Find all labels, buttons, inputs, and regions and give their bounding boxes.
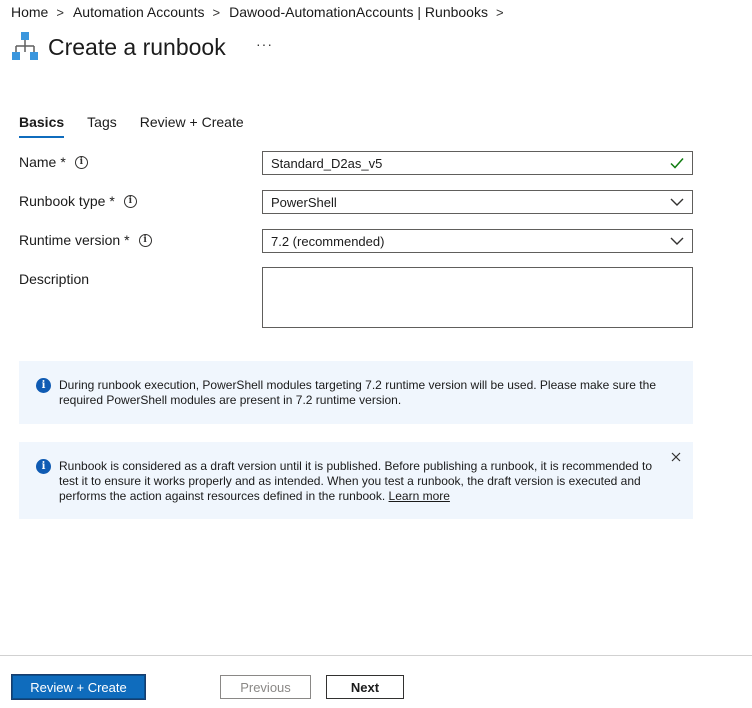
runbook-type-value: PowerShell bbox=[271, 194, 337, 210]
tab-list bbox=[19, 114, 267, 138]
review-create-button[interactable]: Review + Create bbox=[12, 675, 145, 699]
name-label bbox=[19, 154, 88, 170]
draft-info-message bbox=[59, 459, 663, 504]
runtime-version-label-text: Runtime version bbox=[19, 232, 121, 248]
previous-button[interactable]: Previous bbox=[220, 675, 311, 699]
required-mark: * bbox=[60, 154, 66, 170]
learn-more-link[interactable]: Learn more bbox=[388, 489, 450, 503]
breadcrumb-separator: > bbox=[212, 4, 221, 20]
chevron-down-icon bbox=[670, 197, 684, 207]
check-icon bbox=[670, 157, 684, 169]
info-icon[interactable]: i bbox=[75, 156, 88, 169]
runtime-info-text: During runbook execution, PowerShell modules targeting 7.2 runtime version will be used. Please make sure the required PowerShell modules are present in 7.2 runtime version. bbox=[59, 378, 656, 407]
breadcrumb bbox=[11, 4, 513, 20]
info-icon[interactable]: i bbox=[124, 195, 137, 208]
close-icon[interactable] bbox=[670, 451, 682, 463]
info-icon[interactable]: i bbox=[139, 234, 152, 247]
draft-info-banner bbox=[19, 442, 693, 519]
name-input[interactable] bbox=[262, 151, 693, 175]
runbook-type-label-text: Runbook type bbox=[19, 193, 106, 209]
breadcrumb-separator: > bbox=[56, 4, 64, 20]
runbook-hierarchy-icon bbox=[11, 31, 39, 63]
required-mark: * bbox=[109, 193, 115, 209]
next-button[interactable]: Next bbox=[326, 675, 404, 699]
runtime-version-value: 7.2 (recommended) bbox=[271, 233, 385, 249]
draft-info-text: Runbook is considered as a draft version until it is published. Before publishing a runbook, it is recommended to test it to ensure it works properly and as intended. When you test a runbook, the draft version is executed and performs the action against resources defined in the runbook. bbox=[59, 459, 652, 503]
runtime-version-dropdown[interactable] bbox=[262, 229, 693, 253]
breadcrumb-home[interactable]: Home bbox=[11, 4, 49, 20]
description-label bbox=[19, 271, 89, 287]
tab-tags[interactable]: Tags bbox=[87, 114, 117, 130]
required-mark: * bbox=[124, 232, 130, 248]
tab-basics[interactable]: Basics bbox=[19, 114, 64, 138]
runtime-info-banner bbox=[19, 361, 693, 424]
description-label-text: Description bbox=[19, 271, 90, 287]
description-textarea[interactable] bbox=[262, 267, 693, 328]
page-title: Create a runbook bbox=[48, 33, 226, 60]
page-header bbox=[11, 31, 226, 63]
breadcrumb-automation-accounts[interactable]: Automation Accounts bbox=[72, 4, 205, 20]
tab-review-create[interactable]: Review + Create bbox=[139, 114, 244, 130]
more-options-button[interactable]: ··· bbox=[256, 36, 273, 52]
breadcrumb-separator: > bbox=[495, 4, 504, 20]
breadcrumb-runbooks[interactable]: Dawood-AutomationAccounts | Runbooks bbox=[229, 4, 488, 20]
runbook-type-dropdown[interactable] bbox=[262, 190, 693, 214]
runtime-version-label bbox=[19, 232, 152, 248]
footer-divider bbox=[0, 655, 752, 656]
runbook-type-label bbox=[19, 193, 137, 209]
info-circle-icon: i bbox=[36, 459, 51, 474]
info-circle-icon: i bbox=[36, 378, 51, 393]
name-label-text: Name bbox=[19, 154, 57, 170]
chevron-down-icon bbox=[670, 236, 684, 246]
name-input-value: Standard_D2as_v5 bbox=[271, 155, 383, 171]
